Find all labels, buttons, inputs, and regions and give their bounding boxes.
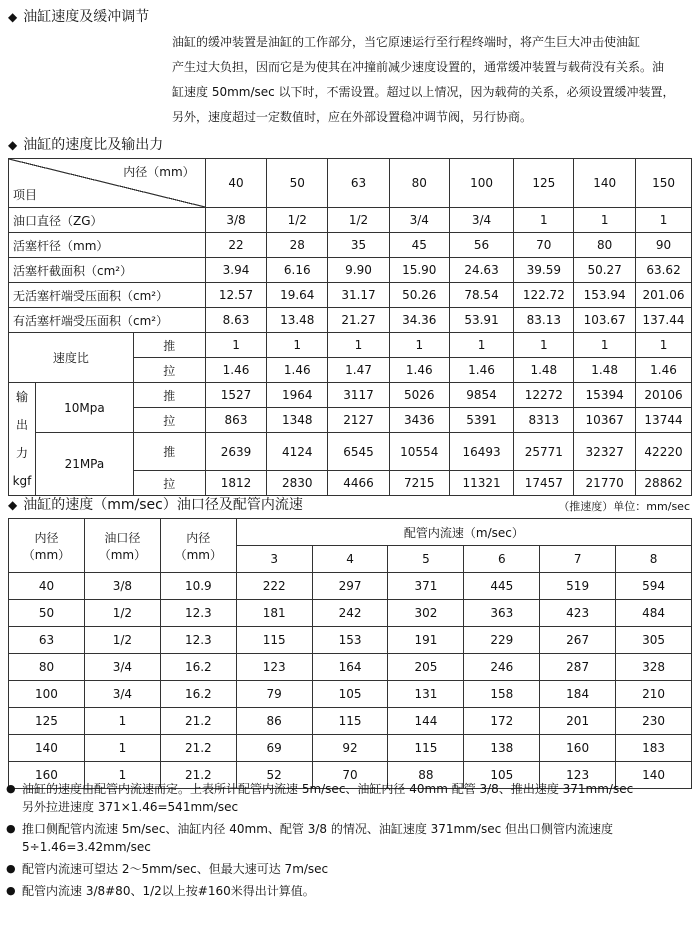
- table-cell: 16493: [449, 433, 514, 471]
- table-cell: 50.26: [389, 283, 449, 308]
- bore-cell: 140: [9, 735, 85, 762]
- speed-cell: 594: [616, 573, 692, 600]
- table-row: [9, 283, 692, 308]
- flow-col-header: 7: [540, 546, 616, 573]
- note-line: 另外拉进速度 371×1.46=541mm/sec: [22, 800, 239, 814]
- table-cell: 1964: [267, 383, 328, 408]
- table-cell: 21.27: [328, 308, 390, 333]
- port-cell: 3/4: [84, 654, 160, 681]
- push-label: 推: [133, 433, 205, 471]
- table-cell: 12272: [514, 383, 574, 408]
- table-cell: 15.90: [389, 258, 449, 283]
- table-cell: 21770: [574, 471, 636, 496]
- section-title-text: 油缸速度及缓冲调节: [23, 9, 150, 25]
- notes-list: [6, 780, 696, 904]
- table-cell: 1812: [205, 471, 267, 496]
- table-cell: 53.91: [449, 308, 514, 333]
- header-line: 内径: [34, 530, 59, 545]
- note-item: [6, 860, 696, 878]
- table-cell: 6.16: [267, 258, 328, 283]
- section-title-buffer: [8, 6, 149, 26]
- speed-cell: 105: [312, 681, 388, 708]
- section-title-flow: [8, 494, 303, 514]
- speed-cell: 287: [540, 654, 616, 681]
- table-cell: 4466: [328, 471, 390, 496]
- bore-header: 80: [389, 159, 449, 208]
- table-cell: 1: [574, 208, 636, 233]
- bullet-icon: ●: [6, 862, 16, 875]
- row-label: 无活塞杆端受压面积（cm²）: [9, 283, 206, 308]
- table-cell: 31.17: [328, 283, 390, 308]
- header-line: 内径: [186, 530, 211, 545]
- table-cell: 80: [574, 233, 636, 258]
- table-cell: 3.94: [205, 258, 267, 283]
- col-inner-header: [160, 519, 236, 573]
- table-cell: 1: [514, 333, 574, 358]
- flow-col-header: 5: [388, 546, 464, 573]
- table-cell: 11321: [449, 471, 514, 496]
- header-line: （mm）: [22, 547, 71, 562]
- speed-cell: 229: [464, 627, 540, 654]
- table-cell: 5391: [449, 408, 514, 433]
- speed-cell: 242: [312, 600, 388, 627]
- speed-cell: 115: [388, 735, 464, 762]
- table-row: [9, 735, 692, 762]
- table-cell: 1.46: [205, 358, 267, 383]
- speed-cell: 210: [616, 681, 692, 708]
- speed-cell: 115: [312, 708, 388, 735]
- table-cell: 9.90: [328, 258, 390, 283]
- note-line: 配管内流速 3/8#80、1/2以上按#160米得出计算值。: [22, 884, 315, 898]
- table-cell: 1: [574, 333, 636, 358]
- table-cell: 3/4: [389, 208, 449, 233]
- output-force-char: 出: [15, 418, 28, 432]
- bore-cell: 160: [9, 762, 85, 789]
- note-item: [6, 820, 696, 856]
- table-cell: 137.44: [636, 308, 692, 333]
- speed-cell: 222: [236, 573, 312, 600]
- table-cell: 9854: [449, 383, 514, 408]
- table-cell: 1: [328, 333, 390, 358]
- speed-cell: 297: [312, 573, 388, 600]
- speed-cell: 230: [616, 708, 692, 735]
- table-cell: 15394: [574, 383, 636, 408]
- row-label: 活塞杆径（mm）: [9, 233, 206, 258]
- buffer-paragraph: [172, 30, 690, 130]
- col-bore-header: [9, 519, 85, 573]
- push-label: 推: [133, 333, 205, 358]
- port-cell: 1/2: [84, 627, 160, 654]
- bore-header: 100: [449, 159, 514, 208]
- table-cell: 2639: [205, 433, 267, 471]
- table-cell: 1.46: [449, 358, 514, 383]
- table-cell: 4124: [267, 433, 328, 471]
- inner-cell: 21.2: [160, 708, 236, 735]
- port-cell: 3/8: [84, 573, 160, 600]
- table-cell: 1.46: [389, 358, 449, 383]
- col-port-header: [84, 519, 160, 573]
- table-row: [9, 258, 692, 283]
- table-cell: 13744: [636, 408, 692, 433]
- inner-cell: 16.2: [160, 654, 236, 681]
- table-row: [9, 333, 692, 358]
- table-row: [9, 600, 692, 627]
- note-line: 5÷1.46=3.42mm/sec: [22, 840, 151, 854]
- table-cell: 8.63: [205, 308, 267, 333]
- output-force-char: 输: [15, 390, 28, 404]
- pressure-label: 10Mpa: [36, 383, 134, 433]
- table-cell: 2127: [328, 408, 390, 433]
- table-cell: 103.67: [574, 308, 636, 333]
- table-cell: 201.06: [636, 283, 692, 308]
- bore-header: 40: [205, 159, 267, 208]
- inner-cell: 12.3: [160, 600, 236, 627]
- table-cell: 3/8: [205, 208, 267, 233]
- port-cell: 1: [84, 735, 160, 762]
- table-cell: 863: [205, 408, 267, 433]
- speed-cell: 328: [616, 654, 692, 681]
- table-cell: 32327: [574, 433, 636, 471]
- section-title-speed-ratio: [8, 134, 163, 154]
- pressure-label: 21MPa: [36, 433, 134, 496]
- table-cell: 1.48: [514, 358, 574, 383]
- table-cell: 20106: [636, 383, 692, 408]
- table-row: [9, 573, 692, 600]
- port-cell: 1: [84, 762, 160, 789]
- table-cell: 3/4: [449, 208, 514, 233]
- table-cell: 12.57: [205, 283, 267, 308]
- bore-header: 140: [574, 159, 636, 208]
- row-label: 活塞杆截面积（cm²）: [9, 258, 206, 283]
- table-cell: 70: [514, 233, 574, 258]
- table-header-row: [9, 159, 692, 208]
- table-row: [9, 208, 692, 233]
- unit-note: （推速度）单位：mm/sec: [558, 500, 690, 513]
- header-line: （mm）: [98, 547, 147, 562]
- table-cell: 2830: [267, 471, 328, 496]
- table-cell: 22: [205, 233, 267, 258]
- speed-cell: 92: [312, 735, 388, 762]
- table-row: [9, 654, 692, 681]
- table-header-row: [9, 519, 692, 546]
- table-row: [9, 433, 692, 471]
- speed-cell: 123: [540, 762, 616, 789]
- table-cell: 5026: [389, 383, 449, 408]
- flow-col-header: 4: [312, 546, 388, 573]
- speed-cell: 70: [312, 762, 388, 789]
- table-row: [9, 383, 692, 408]
- table-cell: 19.64: [267, 283, 328, 308]
- table-row: [9, 681, 692, 708]
- table-cell: 13.48: [267, 308, 328, 333]
- speed-cell: 172: [464, 708, 540, 735]
- speed-cell: 52: [236, 762, 312, 789]
- table-cell: 153.94: [574, 283, 636, 308]
- diamond-icon: ◆: [8, 10, 18, 24]
- push-label: 推: [133, 383, 205, 408]
- bore-header: 63: [328, 159, 390, 208]
- table-cell: 90: [636, 233, 692, 258]
- speed-cell: 164: [312, 654, 388, 681]
- port-cell: 1: [84, 708, 160, 735]
- speed-cell: 158: [464, 681, 540, 708]
- flow-speed-table: [8, 518, 692, 789]
- bore-cell: 50: [9, 600, 85, 627]
- pull-label: 拉: [133, 471, 205, 496]
- table-cell: 56: [449, 233, 514, 258]
- speed-cell: 138: [464, 735, 540, 762]
- speed-cell: 115: [236, 627, 312, 654]
- bore-cell: 40: [9, 573, 85, 600]
- speed-cell: 423: [540, 600, 616, 627]
- speed-cell: 305: [616, 627, 692, 654]
- speed-cell: 445: [464, 573, 540, 600]
- bore-header: 125: [514, 159, 574, 208]
- speed-cell: 181: [236, 600, 312, 627]
- header-bore-label: 内径（mm）: [123, 165, 195, 179]
- section-title-text: 油缸的速度（mm/sec）油口径及配管内流速: [23, 497, 303, 513]
- table-cell: 1: [449, 333, 514, 358]
- table-cell: 34.36: [389, 308, 449, 333]
- bore-cell: 100: [9, 681, 85, 708]
- inner-cell: 12.3: [160, 627, 236, 654]
- paragraph-line: 缸速度 50mm/sec 以下时，不需设置。超过以上情况，因为载荷的关系，必须设置缓冲装置，: [172, 85, 675, 99]
- table-cell: 78.54: [449, 283, 514, 308]
- table-cell: 1: [389, 333, 449, 358]
- bullet-icon: ●: [6, 822, 16, 835]
- table-cell: 1: [205, 333, 267, 358]
- table-cell: 1527: [205, 383, 267, 408]
- table-cell: 42220: [636, 433, 692, 471]
- row-label: 有活塞杆端受压面积（cm²）: [9, 308, 206, 333]
- table-cell: 83.13: [514, 308, 574, 333]
- header-line: （mm）: [174, 547, 222, 562]
- table-cell: 1348: [267, 408, 328, 433]
- flow-col-header: 8: [616, 546, 692, 573]
- speed-cell: 153: [312, 627, 388, 654]
- table-cell: 45: [389, 233, 449, 258]
- bullet-icon: ●: [6, 884, 16, 897]
- table-cell: 7215: [389, 471, 449, 496]
- bore-header: 150: [636, 159, 692, 208]
- table-cell: 1/2: [267, 208, 328, 233]
- table-cell: 3436: [389, 408, 449, 433]
- table-cell: 6545: [328, 433, 390, 471]
- speed-cell: 131: [388, 681, 464, 708]
- speed-cell: 69: [236, 735, 312, 762]
- table-cell: 17457: [514, 471, 574, 496]
- speed-cell: 246: [464, 654, 540, 681]
- table-cell: 1/2: [328, 208, 390, 233]
- diamond-icon: ◆: [8, 138, 18, 152]
- speed-cell: 484: [616, 600, 692, 627]
- header-line: 油口径: [104, 530, 141, 545]
- speed-cell: 105: [464, 762, 540, 789]
- output-force-char: 力: [15, 446, 28, 460]
- header-item-label: 项目: [13, 188, 38, 202]
- speed-cell: 371: [388, 573, 464, 600]
- table-cell: 39.59: [514, 258, 574, 283]
- inner-cell: 21.2: [160, 735, 236, 762]
- table-cell: 28862: [636, 471, 692, 496]
- speed-cell: 201: [540, 708, 616, 735]
- speed-cell: 205: [388, 654, 464, 681]
- table-cell: 3117: [328, 383, 390, 408]
- table-cell: 1: [514, 208, 574, 233]
- inner-cell: 16.2: [160, 681, 236, 708]
- port-cell: 1/2: [84, 600, 160, 627]
- bore-cell: 125: [9, 708, 85, 735]
- speed-cell: 302: [388, 600, 464, 627]
- paragraph-line: 产生过大负担，因而它是为使其在冲撞前减少速度设置的，通常缓冲装置与载荷没有关系。油: [172, 60, 665, 74]
- table-cell: 25771: [514, 433, 574, 471]
- flow-header: 配管内流速（m/sec）: [236, 519, 691, 546]
- diagonal-header-cell: [9, 159, 206, 208]
- row-label: 油口直径（ZG）: [9, 208, 206, 233]
- flow-col-header: 6: [464, 546, 540, 573]
- note-line: 推口侧配管内流速 5m/sec、油缸内径 40mm、配管 3/8 的情况、油缸速度 371mm/sec 但出口侧管内流速度: [22, 822, 614, 836]
- table-cell: 10367: [574, 408, 636, 433]
- speed-cell: 88: [388, 762, 464, 789]
- section-title-text: 油缸的速度比及输出力: [23, 137, 164, 153]
- table-row: [9, 708, 692, 735]
- table-cell: 1.47: [328, 358, 390, 383]
- speed-cell: 363: [464, 600, 540, 627]
- speed-cell: 86: [236, 708, 312, 735]
- paragraph-line: 油缸的缓冲装置是油缸的工作部分，当它原速运行至行程终端时，将产生巨大冲击使油缸: [172, 35, 641, 49]
- note-item: [6, 882, 696, 900]
- pull-label: 拉: [133, 408, 205, 433]
- table-cell: 8313: [514, 408, 574, 433]
- speed-cell: 184: [540, 681, 616, 708]
- speed-cell: 519: [540, 573, 616, 600]
- bullet-icon: ●: [6, 782, 16, 795]
- table-row: [9, 308, 692, 333]
- table-cell: 1: [636, 333, 692, 358]
- output-force-label: [9, 383, 36, 496]
- table-cell: 1: [267, 333, 328, 358]
- table-cell: 50.27: [574, 258, 636, 283]
- table-cell: 63.62: [636, 258, 692, 283]
- table-cell: 10554: [389, 433, 449, 471]
- bore-cell: 80: [9, 654, 85, 681]
- table-cell: 24.63: [449, 258, 514, 283]
- table-row: [9, 233, 692, 258]
- inner-cell: 10.9: [160, 573, 236, 600]
- inner-cell: 21.2: [160, 762, 236, 789]
- speed-cell: 160: [540, 735, 616, 762]
- note-item: [6, 780, 696, 816]
- table-cell: 122.72: [514, 283, 574, 308]
- port-cell: 3/4: [84, 681, 160, 708]
- flow-col-header: 3: [236, 546, 312, 573]
- speed-cell: 144: [388, 708, 464, 735]
- speed-cell: 267: [540, 627, 616, 654]
- bore-cell: 63: [9, 627, 85, 654]
- output-force-char: kgf: [12, 474, 32, 488]
- speed-cell: 123: [236, 654, 312, 681]
- table-cell: 1.46: [636, 358, 692, 383]
- table-cell: 28: [267, 233, 328, 258]
- speed-cell: 140: [616, 762, 692, 789]
- note-line: 油缸的速度由配管内流速而定。上表所计配管内流速 5m/sec、油缸内径 40mm 配管 3/8、推出速度 371mm/sec: [22, 782, 634, 796]
- speed-cell: 79: [236, 681, 312, 708]
- diamond-icon: ◆: [8, 498, 18, 512]
- speed-cell: 191: [388, 627, 464, 654]
- paragraph-line: 另外，速度超过一定数值时，应在外部设置稳冲调节阀，另行协商。: [172, 110, 533, 124]
- table-cell: 35: [328, 233, 390, 258]
- pull-label: 拉: [133, 358, 205, 383]
- table-row: [9, 627, 692, 654]
- speed-ratio-table: [8, 158, 692, 496]
- table-cell: 1.46: [267, 358, 328, 383]
- speed-ratio-label: 速度比: [9, 333, 134, 383]
- bore-header: 50: [267, 159, 328, 208]
- table-cell: 1.48: [574, 358, 636, 383]
- note-line: 配管内流速可望达 2～5mm/sec、但最大速可达 7m/sec: [22, 862, 329, 876]
- speed-cell: 183: [616, 735, 692, 762]
- table-cell: 1: [636, 208, 692, 233]
